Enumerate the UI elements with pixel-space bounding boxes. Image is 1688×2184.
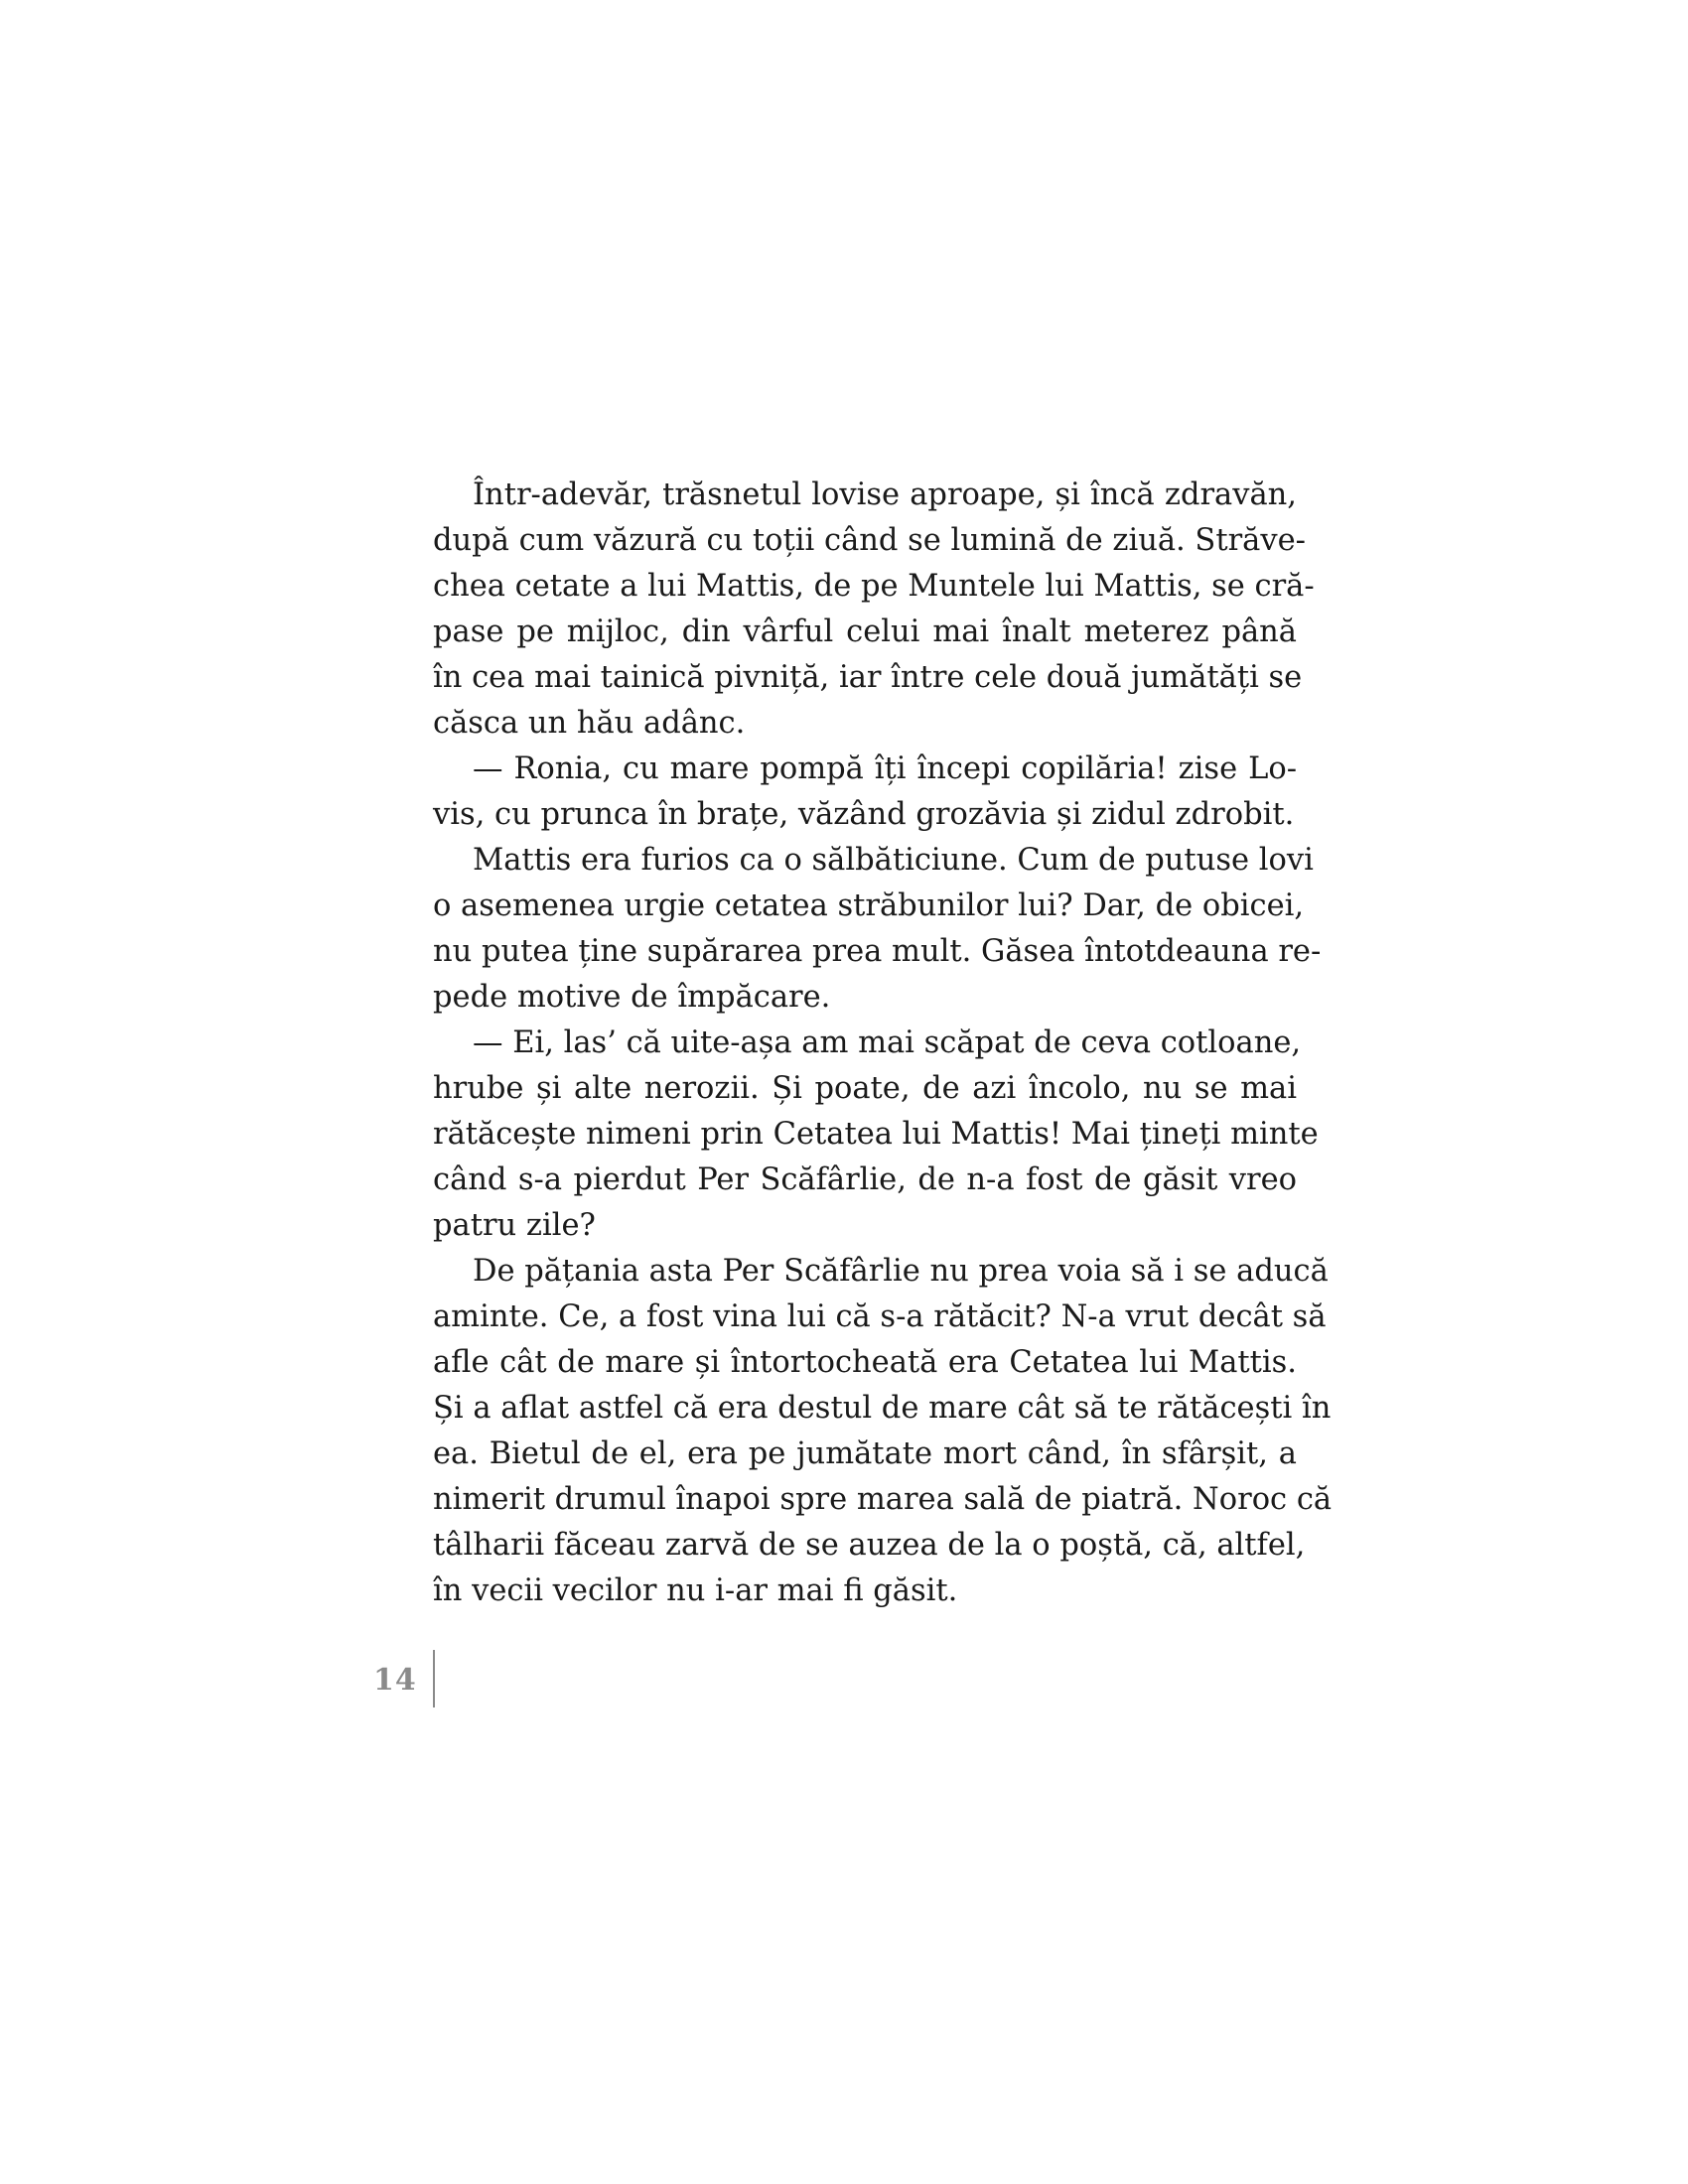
text-line: Într-adevăr, trăsnetul lovise aproape, și încă zdravăn, bbox=[473, 478, 1297, 512]
paragraph-1 bbox=[433, 473, 1315, 747]
paragraph-2 bbox=[433, 747, 1297, 838]
paragraph-3 bbox=[433, 838, 1322, 1021]
text-line: — Ronia, cu mare pompă îți începi copilăria! zise Lo- bbox=[473, 751, 1297, 786]
text-line: în vecii vecilor nu i-ar mai fi găsit. bbox=[433, 1573, 958, 1608]
text-line: pase pe mijloc, din vârful celui mai înalt meterez până bbox=[433, 614, 1297, 649]
text-line: pede motive de împăcare. bbox=[433, 980, 831, 1015]
text-line: — Ei, las’ că uite-așa am mai scăpat de ceva cotloane, bbox=[473, 1025, 1302, 1060]
text-line: afle cât de mare și întortocheată era Cetatea lui Mattis. bbox=[433, 1345, 1297, 1380]
text-line: patru zile? bbox=[433, 1208, 596, 1243]
text-line: De pățania asta Per Scăfârlie nu prea voia să i se aducă bbox=[473, 1254, 1329, 1289]
text-line: o asemenea urgie cetatea străbunilor lui? Dar, de obicei, bbox=[433, 888, 1305, 923]
page-number-divider bbox=[433, 1650, 435, 1707]
page-number: 14 bbox=[373, 1663, 417, 1698]
text-line: tâlharii făceau zarvă de se auzea de la o poștă, că, altfel, bbox=[433, 1528, 1306, 1563]
text-line: nimerit drumul înapoi spre marea sală de piatră. Noroc că bbox=[433, 1482, 1333, 1517]
text-line: după cum văzură cu toții când se lumină de ziuă. Străve- bbox=[433, 523, 1306, 558]
text-line: ea. Bietul de el, era pe jumătate mort când, în sfârșit, a bbox=[433, 1436, 1297, 1471]
text-line: când s-a pierdut Per Scăfârlie, de n-a fost de găsit vreo bbox=[433, 1162, 1297, 1197]
text-line: nu putea ține supărarea prea mult. Găsea întotdeauna re- bbox=[433, 934, 1322, 969]
text-line: hrube și alte nerozii. Și poate, de azi încolo, nu se mai bbox=[433, 1071, 1297, 1106]
text-line: Și a aflat astfel că era destul de mare cât să te rătăcești în bbox=[433, 1391, 1332, 1426]
text-line: rătăcește nimeni prin Cetatea lui Mattis! Mai țineți minte bbox=[433, 1117, 1319, 1152]
text-line: în cea mai tainică pivniță, iar între cele două jumătăți se bbox=[433, 660, 1303, 695]
body-text bbox=[433, 473, 1333, 1614]
text-line: Mattis era furios ca o sălbăticiune. Cum de putuse lovi bbox=[473, 843, 1314, 878]
text-line: căsca un hău adânc. bbox=[433, 706, 746, 741]
text-line: chea cetate a lui Mattis, de pe Muntele lui Mattis, se cră- bbox=[433, 569, 1315, 604]
text-line: vis, cu prunca în brațe, văzând grozăvia și zidul zdrobit. bbox=[433, 797, 1295, 832]
paragraph-5 bbox=[433, 1249, 1333, 1614]
paragraph-4 bbox=[433, 1021, 1319, 1249]
text-line: aminte. Ce, a fost vina lui că s-a rătăcit? N-a vrut decât să bbox=[433, 1299, 1327, 1334]
